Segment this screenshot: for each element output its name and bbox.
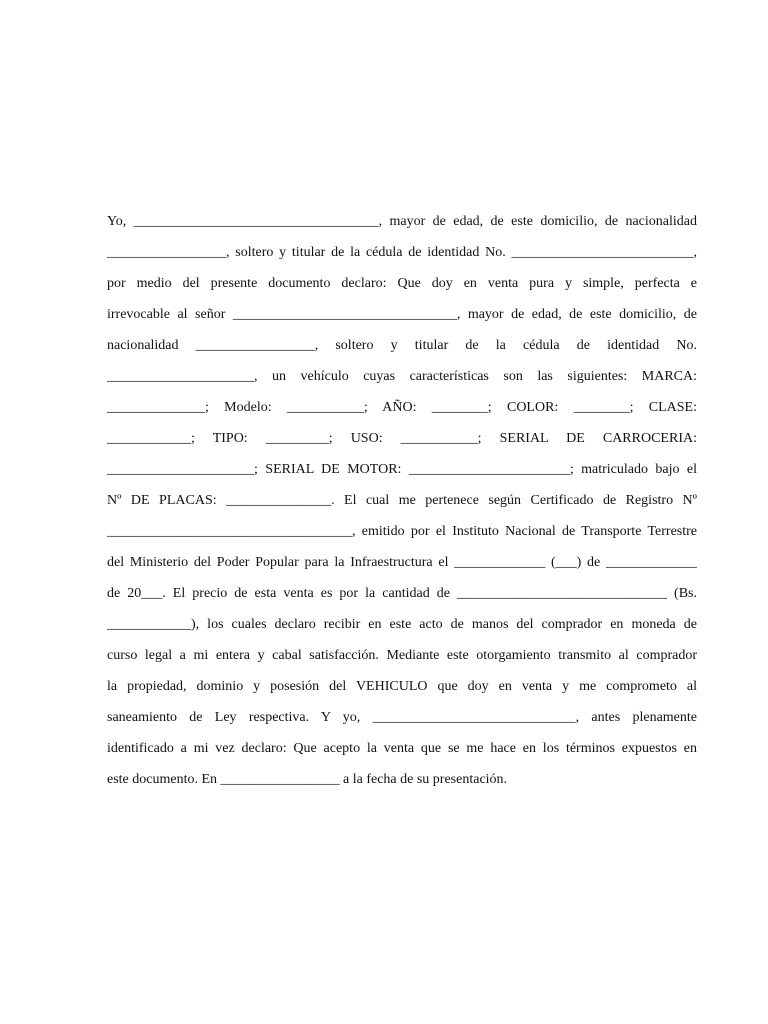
document-line: irrevocable al señor ________________________________, mayor de edad, de este domicilio, de: [107, 307, 697, 322]
document-line: ____________; TIPO: _________; USO: ___________; SERIAL DE CARROCERIA:: [107, 431, 697, 446]
document-line: _____________________; SERIAL DE MOTOR: _______________________; matriculado bajo el: [107, 462, 697, 477]
document-line: por medio del presente documento declaro: Que doy en venta pura y simple, perfecta e: [107, 276, 697, 291]
document-line: de 20___. El precio de esta venta es por la cantidad de ______________________________ (Bs.: [107, 586, 697, 601]
document-line: la propiedad, dominio y posesión del VEHICULO que doy en venta y me comprometo al: [107, 679, 697, 694]
document-line: identificado a mi vez declaro: Que acepto la venta que se me hace en los términos expuestos en: [107, 741, 697, 756]
document-line: ___________________________________, emitido por el Instituto Nacional de Transporte Terrestre: [107, 524, 697, 539]
document-body: [107, 206, 697, 795]
document-line: este documento. En _________________ a la fecha de su presentación.: [107, 772, 508, 787]
document-line: saneamiento de Ley respectiva. Y yo, _____________________________, antes plenamente: [107, 710, 697, 725]
document-line: Yo, ___________________________________, mayor de edad, de este domicilio, de nacionalidad: [107, 214, 697, 229]
document-line: curso legal a mi entera y cabal satisfacción. Mediante este otorgamiento transmito al comprador: [107, 648, 697, 663]
document-line: _________________, soltero y titular de la cédula de identidad No. __________________________,: [107, 245, 697, 260]
document-line: Nº DE PLACAS: _______________. El cual me pertenece según Certificado de Registro Nº: [107, 493, 697, 508]
document-line: del Ministerio del Poder Popular para la Infraestructura el _____________ (___) de _____________: [107, 555, 697, 570]
document-line: ____________), los cuales declaro recibir en este acto de manos del comprador en moneda de: [107, 617, 697, 632]
document-line: _____________________, un vehículo cuyas características son las siguientes: MARCA:: [107, 369, 697, 384]
document-line: ______________; Modelo: ___________; AÑO: ________; COLOR: ________; CLASE:: [107, 400, 697, 415]
document-line: nacionalidad _________________, soltero y titular de la cédula de identidad No.: [107, 338, 697, 353]
